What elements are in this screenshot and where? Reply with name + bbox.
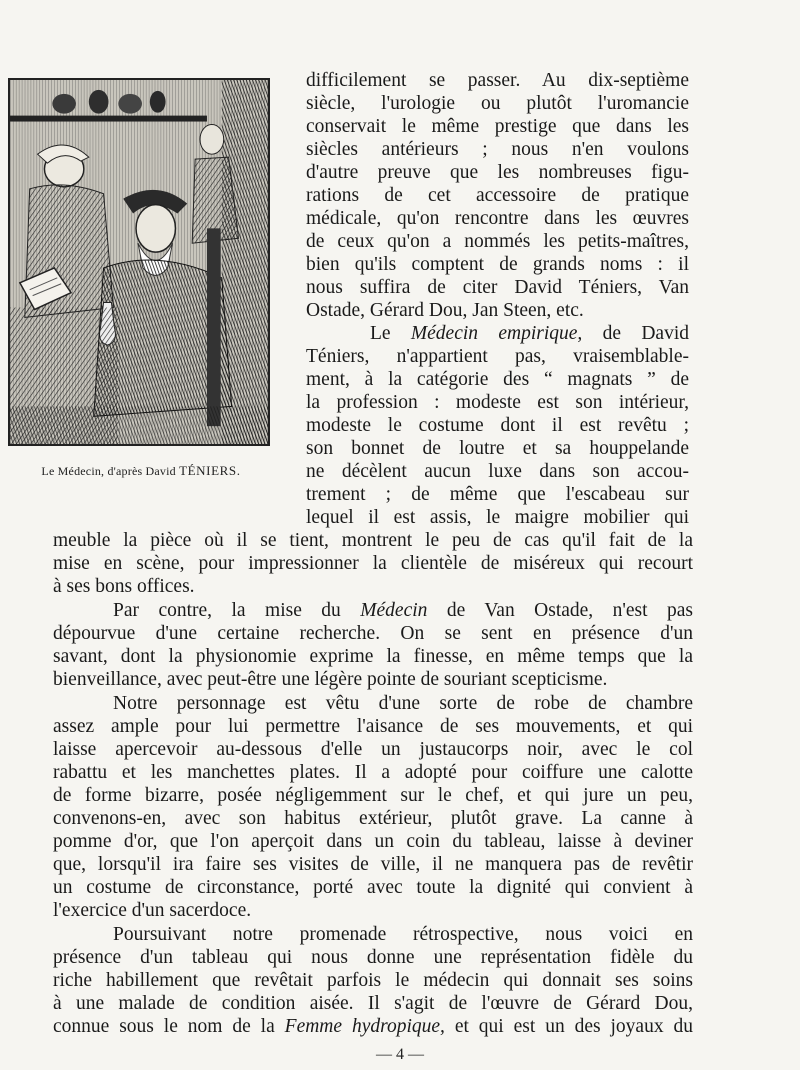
- text-line: ne décèlent aucun luxe dans son accou-: [306, 461, 689, 482]
- painting-title: Médecin empirique,: [410, 323, 583, 344]
- text-line: conservait le même prestige que dans les: [306, 116, 689, 137]
- text-line: siècle, l'urologie ou plutôt l'uromancie: [306, 93, 689, 114]
- text-line: modeste le costume dont il est revêtu ;: [306, 415, 689, 436]
- text-line: rabattu et les manchettes plates. Il a adopté pour coiffure une calotte: [53, 762, 693, 783]
- text-span: de David: [582, 323, 689, 344]
- painting-title: Médecin: [360, 600, 428, 621]
- text-line: bien qu'ils comptent de grands noms : il: [306, 254, 689, 275]
- engraving-image: [10, 80, 268, 444]
- text-span: et qui est un des joyaux du: [444, 1016, 693, 1037]
- text-line: rations de cet accessoire de pratique: [306, 185, 689, 206]
- engraving-illustration: [8, 78, 270, 446]
- text-line: savant, dont la physionomie exprime la finesse, en même temps que la: [53, 646, 693, 667]
- text-line: l'exercice d'un sacerdoce.: [53, 900, 252, 921]
- text-line: mise en scène, pour impressionner la clientèle de miséreux qui recourt: [53, 553, 693, 574]
- text-line: d'autre preuve que les nombreuses figu-: [306, 162, 689, 183]
- text-line: que, lorsqu'il ira faire ses visites de ville, il ne manquera pas de revêtir: [53, 854, 693, 875]
- text-line: convenons-en, avec son habitus extérieur, plutôt grave. La canne à: [53, 808, 693, 829]
- text-line: Ostade, Gérard Dou, Jan Steen, etc.: [306, 300, 584, 321]
- figure-caption: [10, 463, 272, 479]
- text-line: présence d'un tableau qui nous donne une représentation fidèle du: [53, 947, 693, 968]
- text-line: son bonnet de loutre et sa houppelande: [306, 438, 689, 459]
- text-line: [53, 1016, 693, 1037]
- text-line: siècles antérieurs ; nous n'en voulons: [306, 139, 689, 160]
- text-line: Poursuivant notre promenade rétrospective, nous voici en: [113, 924, 693, 945]
- caption-prefix: Le Médecin, d'après David: [41, 464, 180, 478]
- text-line: difficilement se passer. Au dix-septième: [306, 70, 689, 91]
- text-line: Téniers, n'appartient pas, vraisemblable-: [306, 346, 689, 367]
- text-line: trement ; de même que l'escabeau sur: [306, 484, 689, 505]
- text-line: riche habillement que revêtait parfois le médecin qui donnait ses soins: [53, 970, 693, 991]
- painting-title: Femme hydropique,: [284, 1016, 445, 1037]
- text-span: Par contre, la mise du: [113, 600, 361, 621]
- text-line: bienveillance, avec peut-être une légère pointe de souriant scepticisme.: [53, 669, 608, 690]
- text-line: pomme d'or, que l'on aperçoit dans un coin du tableau, laisse à deviner: [53, 831, 693, 852]
- text-line: un costume de circonstance, porté avec toute la dignité qui convient à: [53, 877, 693, 898]
- text-line: meuble la pièce où il se tient, montrent le peu de cas qu'il fait de la: [53, 530, 693, 551]
- text-line: à ses bons offices.: [53, 576, 195, 597]
- text-line: lequel il est assis, le maigre mobilier qui: [306, 507, 689, 528]
- page-number: — 4 —: [376, 1046, 424, 1063]
- text-span: de Van Ostade, n'est pas: [427, 600, 693, 621]
- text-line: assez ample pour lui permettre l'aisance de ses mouvements, et qui: [53, 716, 693, 737]
- text-line: [306, 323, 689, 344]
- text-line: ment, à la catégorie des “ magnats ” de: [306, 369, 689, 390]
- text-line: médicale, qu'on rencontre dans les œuvres: [306, 208, 689, 229]
- text-line: dépourvue d'une certaine recherche. On se sent en présence d'un: [53, 623, 693, 644]
- text-line: la profession : modeste est son intérieur,: [306, 392, 689, 413]
- text-line: [53, 600, 693, 621]
- text-line: nous suffira de citer David Téniers, Van: [306, 277, 689, 298]
- caption-painter-name: TÉNIERS.: [179, 463, 241, 478]
- text-line: à une malade de condition aisée. Il s'agit de l'œuvre de Gérard Dou,: [53, 993, 693, 1014]
- text-line: laisse apercevoir au-dessous d'elle un justaucorps noir, avec le col: [53, 739, 693, 760]
- text-span: connue sous le nom de la: [53, 1016, 285, 1037]
- text-line: Notre personnage est vêtu d'une sorte de robe de chambre: [113, 693, 693, 714]
- text-line: de forme bizarre, posée négligemment sur le chef, et qui jure un peu,: [53, 785, 693, 806]
- text-line: de ceux qu'on a nommés les petits-maîtres,: [306, 231, 689, 252]
- text-span: Le: [370, 323, 411, 344]
